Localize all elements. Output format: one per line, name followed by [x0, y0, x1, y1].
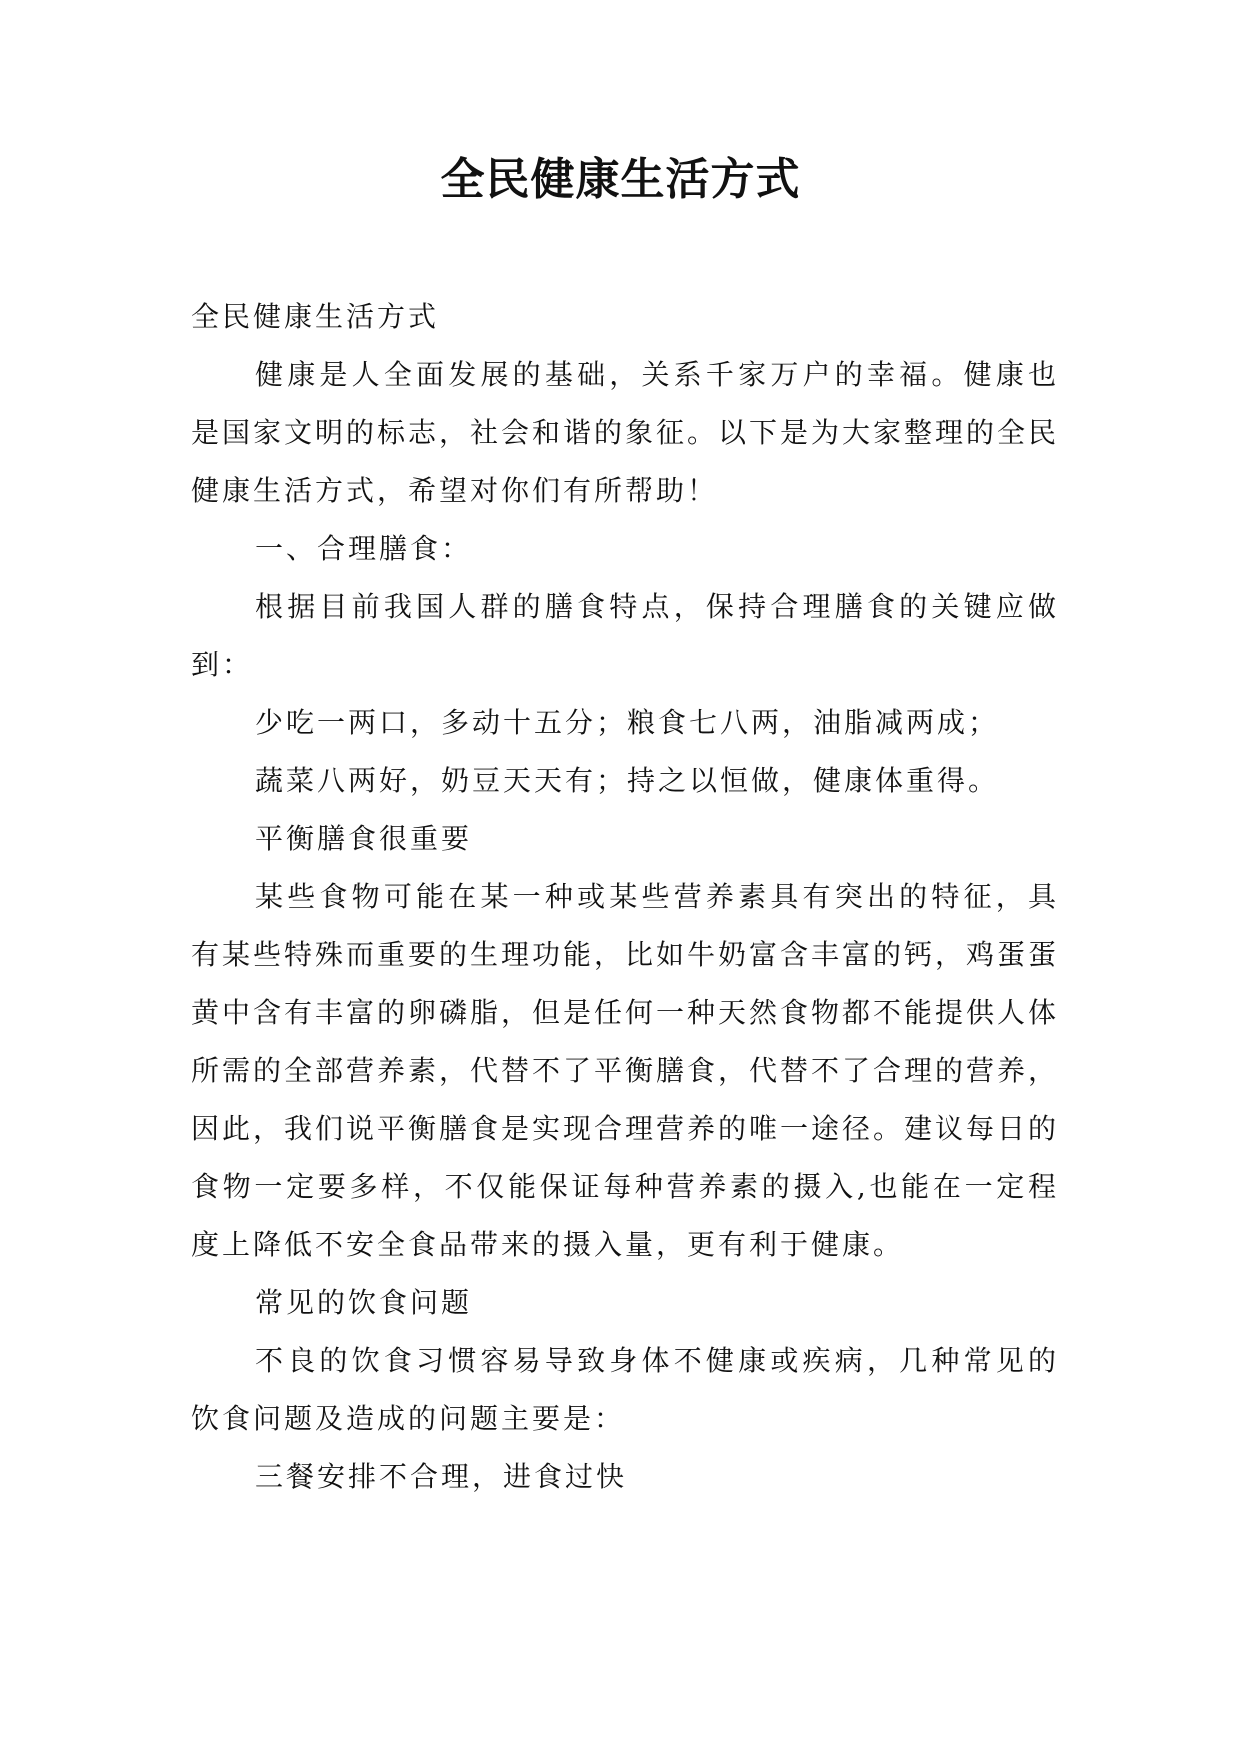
paragraph-diet-key: 根据目前我国人群的膳食特点，保持合理膳食的关键应做到：: [191, 590, 1059, 681]
document-title: 全民健康生活方式: [440, 154, 801, 205]
paragraph-common-problems: 不良的饮食习惯容易导致身体不健康或疾病，几种常见的饮食问题及造成的问题主要是：: [191, 1344, 1059, 1435]
verse-line-1: 少吃一两口，多动十五分；粮食七八两，油脂减两成；: [255, 706, 1000, 739]
section-heading-common-problems: 常见的饮食问题: [255, 1286, 473, 1319]
document-subtitle: 全民健康生活方式: [191, 300, 440, 333]
paragraph-intro: 健康是人全面发展的基础，关系千家万户的幸福。健康也是国家文明的标志，社会和谐的象征。以下是为大家整理的全民健康生活方式，希望对你们有所帮助！: [191, 358, 1060, 507]
section-heading-diet: 一、合理膳食：: [255, 532, 473, 565]
verse-line-2: 蔬菜八两好，奶豆天天有；持之以恒做，健康体重得。: [255, 764, 1000, 797]
paragraph-balanced-diet: 某些食物可能在某一种或某些营养素具有突出的特征，具有某些特殊而重要的生理功能，比如牛奶富含丰富的钙，鸡蛋蛋黄中含有丰富的卵磷脂，但是任何一种天然食物都不能提供人体所需的全部营养素，代替不了平衡膳食，代替不了合理的营养，因此，我们说平衡膳食是实现合理营养的唯一途径。建议每日的食物一定要多样，不仅能保证每种营养素的摄入,也能在一定程度上降低不安全食品带来的摄入量，更有利于健康。: [191, 880, 1060, 1261]
paragraph-meal-arrangement: 三餐安排不合理，进食过快: [255, 1460, 628, 1493]
section-heading-balanced-diet: 平衡膳食很重要: [255, 822, 473, 855]
document-body: [191, 288, 1059, 1506]
